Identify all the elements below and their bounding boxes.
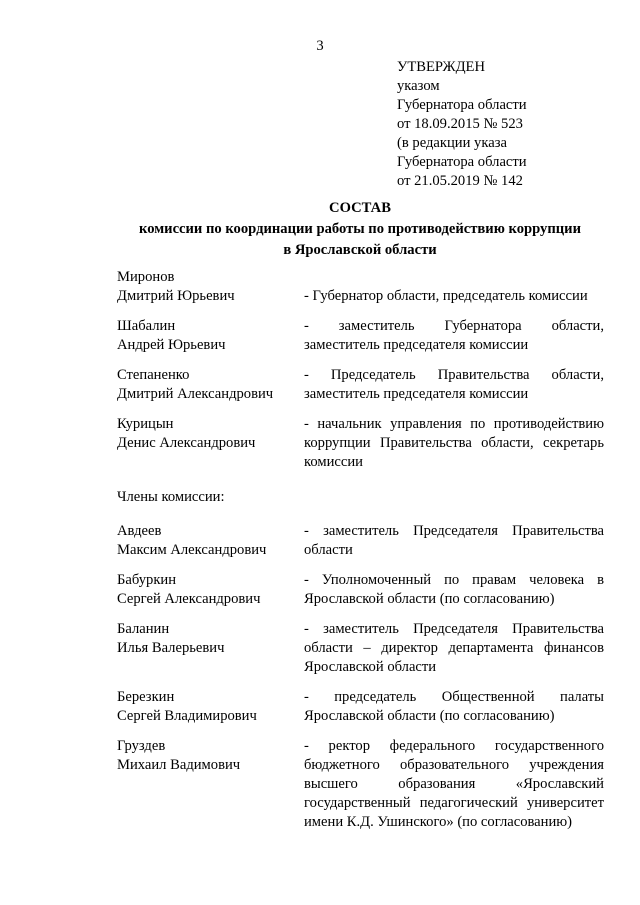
given-names: Денис Александрович [117,435,256,451]
surname: Миронов [117,269,175,285]
members-heading: Члены комиссии: [117,489,225,505]
surname: Груздев [117,738,166,754]
given-names: Михаил Вадимович [117,757,241,773]
roster-entry [117,268,604,306]
person-name [117,571,304,609]
roster-entry [117,737,604,832]
person-name [117,688,304,726]
person-role: - Председатель Правительства области, заместитель председателя комиссии [304,367,604,402]
surname: Баланин [117,621,170,637]
approval-line: от 18.09.2015 № 523 [397,116,523,132]
surname: Степаненко [117,367,190,383]
person-role: - председатель Общественной палаты Ярославской области (по согласованию) [304,689,604,724]
given-names: Андрей Юрьевич [117,337,226,353]
approval-line: (в редакции указа [397,135,507,151]
person-name [117,522,304,560]
roster-entry [117,415,604,472]
roster-entry [117,571,604,609]
approval-line: Губернатора области [397,154,527,170]
roster-entry [117,620,604,677]
roster-entry [117,366,604,404]
surname: Курицын [117,416,174,432]
roster-entry [117,522,604,560]
approval-line: УТВЕРЖДЕН [397,59,485,75]
person-name [117,415,304,472]
given-names: Дмитрий Юрьевич [117,288,235,304]
person-role: - заместитель Председателя Правительства области [304,523,604,558]
given-names: Сергей Владимирович [117,708,257,724]
approval-line: указом [397,78,440,94]
surname: Авдеев [117,523,162,539]
approval-stamp [397,58,627,191]
title-line: в Ярославской области [283,242,437,258]
given-names: Дмитрий Александрович [117,386,274,402]
surname: Березкин [117,689,175,705]
commission-roster [117,268,604,843]
approval-line: Губернатора области [397,97,527,113]
surname: Шабалин [117,318,176,334]
document-title [0,198,640,261]
given-names: Сергей Александрович [117,591,261,607]
person-role: - Губернатор области, председатель комиссии [304,288,588,304]
surname: Бабуркин [117,572,177,588]
person-role: - заместитель Губернатора области, заместитель председателя комиссии [304,318,604,353]
roster-entry [117,688,604,726]
person-role: - ректор федерального государственного бюджетного образовательного учреждения высшего образования «Ярославский государственный педагогический университет имени К.Д. Ушинского» (по согласованию) [304,738,604,830]
person-role: - заместитель Председателя Правительства области – директор департамента финансов Ярославской области [304,621,604,675]
title-line: комиссии по координации работы по противодействию коррупции [138,221,581,237]
person-name [117,317,304,355]
person-role: - Уполномоченный по правам человека в Ярославской области (по согласованию) [304,572,604,607]
person-name [117,620,304,677]
approval-line: от 21.05.2019 № 142 [397,173,523,189]
person-role: - начальник управления по противодействию коррупции Правительства области, секретарь комиссии [304,416,604,470]
given-names: Максим Александрович [117,542,267,558]
person-name [117,268,304,306]
roster-entry [117,317,604,355]
person-name [117,737,304,832]
given-names: Илья Валерьевич [117,640,225,656]
page-number: 3 [316,38,324,54]
title-line: СОСТАВ [329,200,391,216]
person-name [117,366,304,404]
